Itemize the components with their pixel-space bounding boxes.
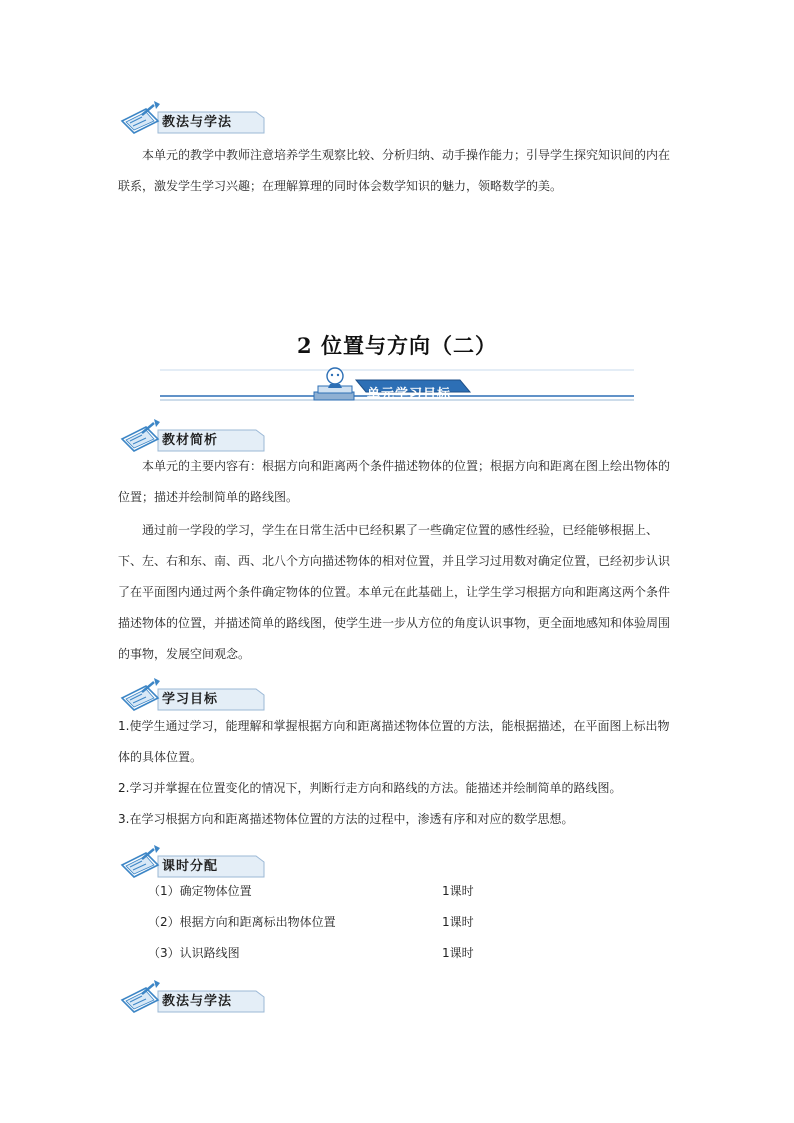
- section-header-methods-top: [118, 99, 258, 133]
- lesson-row: [148, 943, 548, 963]
- section-header-textbook: [118, 417, 258, 451]
- banner-label: 单元学习目标: [366, 387, 451, 402]
- lesson-name: （2）根据方向和距离标出物体位置: [148, 915, 336, 929]
- section-label: 教法与学法: [162, 994, 233, 1009]
- chapter-title: 2 位置与方向（二）: [297, 333, 497, 358]
- unit-goal-banner: [160, 366, 634, 406]
- section-label: 学习目标: [162, 692, 219, 707]
- lesson-hours: 1课时: [442, 946, 474, 960]
- goal-item: 2.学习并掌握在位置变化的情况下，判断行走方向和路线的方法。能描述并绘制简单的路线图。: [118, 781, 622, 795]
- textbook-paragraph-1: 本单元的主要内容有：根据方向和距离两个条件描述物体的位置；根据方向和距离在图上绘出物体的位置；描述并绘制简单的路线图。: [118, 459, 671, 504]
- section-label: 课时分配: [162, 859, 219, 874]
- section-label: 教法与学法: [162, 115, 233, 130]
- intro-paragraph: 本单元的教学中教师注意培养学生观察比较、分析归纳、动手操作能力；引导学生探究知识间的内在联系，激发学生学习兴趣；在理解算理的同时体会数学知识的魅力，领略数学的美。: [118, 148, 671, 193]
- section-header-methods-bottom: [118, 978, 258, 1012]
- lesson-row: [148, 912, 548, 932]
- lesson-name: （3）认识路线图: [148, 946, 240, 960]
- section-header-goals: [118, 676, 258, 710]
- lesson-hours: 1课时: [442, 915, 474, 929]
- section-header-lessons: [118, 843, 258, 877]
- textbook-paragraph-2: 通过前一学段的学习，学生在日常生活中已经积累了一些确定位置的感性经验，已经能够根据上、下、左、右和东、南、西、北八个方向描述物体的相对位置，并且学习过用数对确定位置，已经初步认识了在平面图内通过两个条件确定物体的位置。本单元在此基础上，让学生学习根据方向和距离这两个条件描述物体的位置，并描述简单的路线图，使学生进一步从方位的角度认识事物，更全面地感知和体验周围的事物，发展空间观念。: [118, 523, 671, 661]
- mascot-icon: [314, 368, 354, 400]
- lesson-row: [148, 881, 548, 901]
- goal-item: 3.在学习根据方向和距离描述物体位置的方法的过程中，渗透有序和对应的数学思想。: [118, 812, 574, 826]
- lesson-name: （1）确定物体位置: [148, 884, 252, 898]
- lesson-hours: 1课时: [442, 884, 474, 898]
- section-label: 教材简析: [162, 433, 219, 448]
- goal-item: 1.使学生通过学习，能理解和掌握根据方向和距离描述物体位置的方法，能根据描述，在平面图上标出物体的具体位置。: [118, 719, 670, 764]
